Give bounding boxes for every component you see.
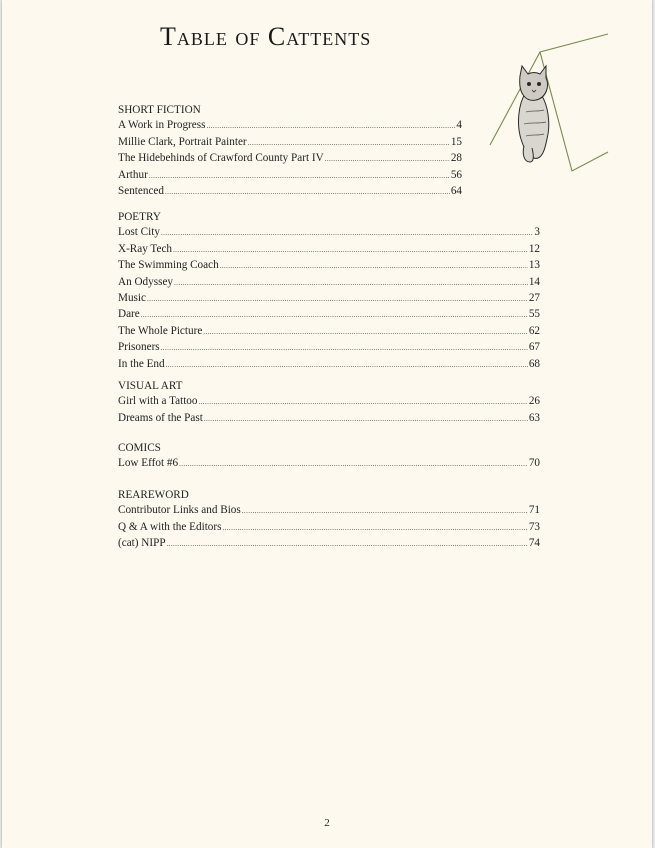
entry-title: Lost City [118,226,160,239]
entry-page: 4 [456,119,462,132]
entry-title: Music [118,292,146,305]
entry-page: 3 [534,226,540,239]
toc-entry [118,411,540,427]
entry-title: The Hidebehinds of Crawford County Part IV [118,152,324,165]
entry-title: Girl with a Tattoo [118,395,198,408]
section-heading: COMICS [118,442,161,454]
entry-title: Dreams of the Past [118,411,203,424]
entry-page: 74 [528,537,540,550]
entry-title: Arthur [118,168,148,181]
entry-title: Dare [118,308,140,321]
entry-title: Prisoners [118,341,160,354]
entry-title: Low Effot #6 [118,457,179,470]
entry-page: 55 [528,308,540,321]
toc-entry [118,118,462,134]
entry-page: 63 [528,411,540,424]
entry-title: In the End [118,357,165,370]
entry-page: 71 [528,504,540,517]
section-heading: POETRY [118,211,161,223]
toc-entry [118,168,462,184]
entry-title: (cat) NIPP [118,537,166,550]
entry-page: 70 [528,457,540,470]
toc-entry [118,184,462,200]
page-title: Table of Cattents [160,22,372,51]
section-reareword [118,488,540,553]
toc-entry [118,520,540,536]
cat-in-tent-icon [488,30,610,176]
entry-title: Contributor Links and Bios [118,504,241,517]
toc-entry [118,258,540,274]
entry-page: 14 [528,275,540,288]
entry-title: Sentenced [118,185,164,198]
section-heading: VISUAL ART [118,380,183,392]
section-short-fiction [118,103,462,200]
toc-entry [118,340,540,356]
toc-entry [118,225,540,241]
toc-entry [118,242,540,258]
entry-page: 68 [528,357,540,370]
document-page [2,0,652,848]
toc-entry [118,357,540,373]
page-number: 2 [324,817,330,829]
section-heading: SHORT FICTION [118,104,201,116]
toc-entry [118,291,540,307]
toc-entry [118,275,540,291]
entry-page: 13 [528,259,540,272]
entry-title: Q & A with the Editors [118,520,222,533]
entry-page: 64 [450,185,462,198]
toc-entry [118,135,462,151]
entry-page: 27 [528,292,540,305]
entry-page: 56 [450,168,462,181]
entry-title: The Whole Picture [118,324,203,337]
toc-entry [118,394,540,410]
toc-entry [118,536,540,552]
toc-entry [118,151,462,167]
section-comics [118,441,540,473]
entry-title: A Work in Progress [118,119,206,132]
section-poetry [118,210,540,373]
entry-page: 26 [528,395,540,408]
entry-page: 12 [528,242,540,255]
entry-page: 73 [528,520,540,533]
entry-page: 28 [450,152,462,165]
entry-page: 67 [528,341,540,354]
toc-entry [118,324,540,340]
toc-entry [118,456,540,472]
entry-title: The Swimming Coach [118,259,219,272]
entry-page: 15 [450,135,462,148]
toc-entry [118,307,540,323]
entry-title: An Odyssey [118,275,174,288]
entry-page: 62 [528,324,540,337]
section-visual-art [118,379,540,427]
entry-title: Millie Clark, Portrait Painter [118,135,247,148]
section-heading: REAREWORD [118,489,189,501]
entry-title: X-Ray Tech [118,242,172,255]
toc-entry [118,503,540,519]
